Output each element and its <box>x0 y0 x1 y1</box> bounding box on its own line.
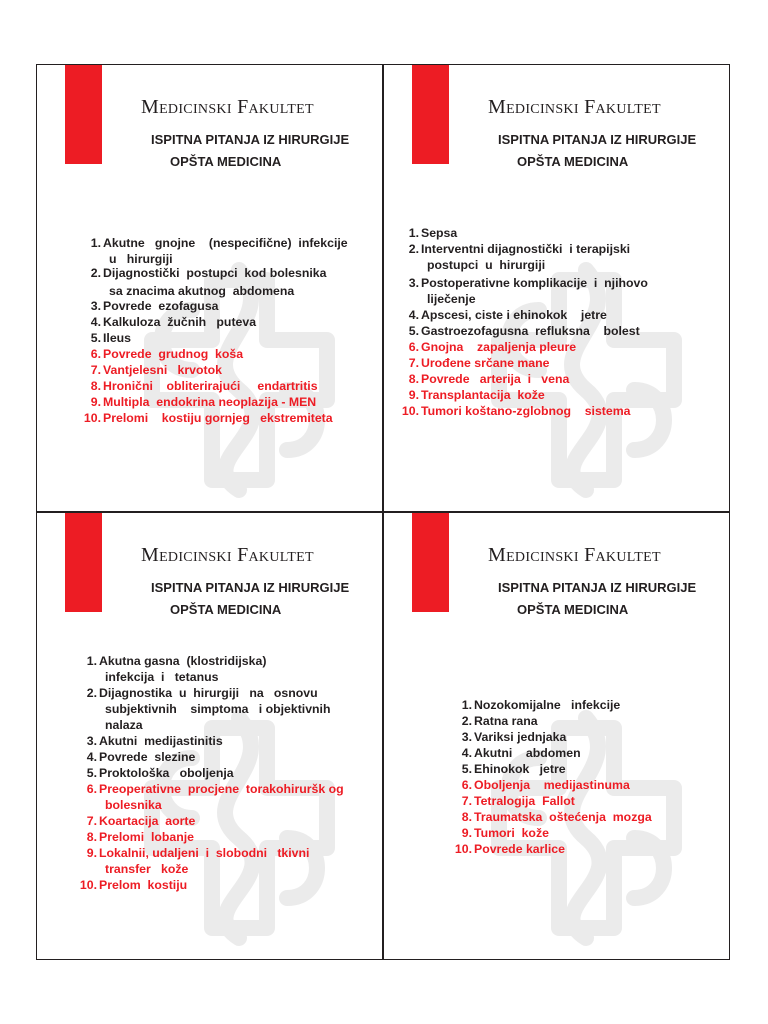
question-line <box>81 346 243 362</box>
question-number: 2. <box>90 266 101 280</box>
question-line <box>77 717 143 733</box>
question-number: 10. <box>401 404 419 418</box>
slide-2 <box>383 64 730 512</box>
question-text: subjektivnih simptoma i objektivnih <box>105 702 331 716</box>
question-line <box>81 394 316 410</box>
general-medicine-heading: OPŠTA MEDICINA <box>170 602 282 617</box>
question-number: 7. <box>90 363 101 377</box>
question-text: Interventni dijagnostički i terapijski <box>421 242 631 256</box>
question-text: Ratna rana <box>474 714 538 728</box>
question-text: Ehinokok jetre <box>474 762 566 776</box>
question-number: 1. <box>461 698 472 712</box>
question-line <box>81 283 294 299</box>
slide-3 <box>36 512 383 960</box>
question-line <box>452 793 575 809</box>
question-number: 10. <box>79 878 97 892</box>
question-number: 1. <box>408 226 419 240</box>
slide-1 <box>36 64 383 512</box>
question-number: 3. <box>461 730 472 744</box>
question-text: Povrede grudnog koša <box>103 347 244 361</box>
red-accent-bar <box>412 65 449 164</box>
exam-questions-heading: ISPITNA PITANJA IZ HIRURGIJE <box>151 132 350 147</box>
question-text: sa znacima akutnog abdomena <box>109 284 295 298</box>
question-line <box>77 829 194 845</box>
question-number: 4. <box>408 308 419 322</box>
question-text: Gastroezofagusna refluksna bolest <box>421 324 640 338</box>
question-text: liječenje <box>427 292 476 306</box>
question-line <box>77 813 195 829</box>
exam-questions-heading: ISPITNA PITANJA IZ HIRURGIJE <box>498 132 697 147</box>
question-text: Apscesi, ciste i ehinokok jetre <box>421 308 607 322</box>
question-number: 7. <box>461 794 472 808</box>
question-number: 4. <box>461 746 472 760</box>
question-text: transfer kože <box>105 862 189 876</box>
question-line <box>77 845 309 861</box>
question-text: Dijagnostički postupci kod bolesnika <box>103 266 327 280</box>
question-text: Ileus <box>103 331 132 345</box>
question-number: 9. <box>90 395 101 409</box>
faculty-title: Medicinski Fakultet <box>141 96 314 118</box>
general-medicine-heading: OPŠTA MEDICINA <box>517 154 629 169</box>
question-number: 5. <box>86 766 97 780</box>
question-line <box>77 701 330 717</box>
question-line <box>77 765 234 781</box>
question-text: Tumori koštano-zglobnog sistema <box>421 404 631 418</box>
question-line <box>452 745 581 761</box>
question-text: Povrede slezine <box>99 750 196 764</box>
question-line <box>77 797 162 813</box>
question-line <box>77 733 223 749</box>
question-text: Akutni medijastinitis <box>99 734 223 748</box>
exam-questions-heading: ISPITNA PITANJA IZ HIRURGIJE <box>498 580 697 595</box>
question-text: Preoperativne procjene torakohiruršk og <box>99 782 344 796</box>
question-number: 4. <box>86 750 97 764</box>
question-line <box>399 387 545 403</box>
question-line <box>399 275 648 291</box>
question-number: 6. <box>408 340 419 354</box>
handout-sheet <box>36 64 731 960</box>
question-number: 6. <box>90 347 101 361</box>
question-number: 10. <box>454 842 472 856</box>
question-text: Transplantacija kože <box>421 388 545 402</box>
question-number: 2. <box>408 242 419 256</box>
question-text: Urođene srčane mane <box>421 356 550 370</box>
question-line <box>399 339 576 355</box>
question-line <box>77 749 195 765</box>
question-text: Kalkuloza žučnih puteva <box>103 315 257 329</box>
question-text: infekcija i tetanus <box>105 670 219 684</box>
question-line <box>81 298 219 314</box>
faculty-title: Medicinski Fakultet <box>488 544 661 566</box>
question-number: 9. <box>461 826 472 840</box>
question-line <box>81 235 348 251</box>
question-number: 9. <box>408 388 419 402</box>
question-line <box>399 307 607 323</box>
question-line <box>77 781 344 797</box>
question-text: Povrede ezofagusa <box>103 299 219 313</box>
question-line <box>452 761 566 777</box>
question-line <box>452 841 565 857</box>
question-line <box>77 685 318 701</box>
question-number: 5. <box>408 324 419 338</box>
question-line <box>399 257 545 273</box>
question-line <box>399 371 569 387</box>
question-text: Povrede karlice <box>474 842 565 856</box>
question-number: 5. <box>461 762 472 776</box>
slide-4 <box>383 512 730 960</box>
question-number: 10. <box>83 411 101 425</box>
question-line <box>81 314 256 330</box>
question-line <box>81 330 131 346</box>
question-text: Prelomi kostiju gornjeg ekstremiteta <box>103 411 333 425</box>
question-number: 3. <box>408 276 419 290</box>
question-number: 8. <box>461 810 472 824</box>
question-line <box>81 378 318 394</box>
question-text: Gnojna zapaljenja pleure <box>421 340 577 354</box>
question-line <box>399 291 476 307</box>
question-line <box>81 265 326 281</box>
question-line <box>452 825 549 841</box>
faculty-title: Medicinski Fakultet <box>488 96 661 118</box>
question-line <box>399 355 550 371</box>
question-text: Tumori kože <box>474 826 549 840</box>
question-text: Vantjelesni krvotok <box>103 363 222 377</box>
question-line <box>399 241 630 257</box>
question-text: Multipla endokrina neoplazija - MEN <box>103 395 317 409</box>
question-line <box>452 729 566 745</box>
question-text: u hirurgiji <box>109 252 173 266</box>
question-number: 2. <box>86 686 97 700</box>
question-line <box>452 809 652 825</box>
question-line <box>399 323 640 339</box>
red-accent-bar <box>65 65 102 164</box>
question-text: Akutne gnojne (nespecifične) infekcije <box>103 236 348 250</box>
exam-questions-heading: ISPITNA PITANJA IZ HIRURGIJE <box>151 580 350 595</box>
question-number: 8. <box>408 372 419 386</box>
question-text: Hronični obliterirajući endartritis <box>103 379 318 393</box>
question-text: Lokalnii, udaljeni i slobodni tkivni <box>99 846 310 860</box>
question-text: postupci u hirurgiji <box>427 258 546 272</box>
question-text: Variksi jednjaka <box>474 730 567 744</box>
question-line <box>81 410 333 426</box>
question-text: Sepsa <box>421 226 458 240</box>
question-text: Dijagnostika u hirurgiji na osnovu <box>99 686 318 700</box>
question-text: Postoperativne komplikacije i njihovo <box>421 276 648 290</box>
question-text: Povrede arterija i vena <box>421 372 570 386</box>
question-number: 7. <box>86 814 97 828</box>
question-text: Tetralogija Fallot <box>474 794 575 808</box>
question-number: 3. <box>86 734 97 748</box>
question-number: 3. <box>90 299 101 313</box>
question-number: 2. <box>461 714 472 728</box>
question-text: Koartacija aorte <box>99 814 196 828</box>
question-number: 1. <box>86 654 97 668</box>
red-accent-bar <box>65 513 102 612</box>
question-number: 8. <box>90 379 101 393</box>
question-text: Akutna gasna (klostridijska) <box>99 654 267 668</box>
question-line <box>77 653 266 669</box>
question-text: Prelomi lobanje <box>99 830 194 844</box>
question-number: 9. <box>86 846 97 860</box>
question-text: Traumatska oštećenja mozga <box>474 810 652 824</box>
question-number: 4. <box>90 315 101 329</box>
question-number: 1. <box>90 236 101 250</box>
question-line <box>399 225 457 241</box>
question-number: 7. <box>408 356 419 370</box>
question-line <box>77 877 187 893</box>
question-text: Proktološka oboljenja <box>99 766 234 780</box>
question-line <box>77 669 218 685</box>
question-text: Prelom kostiju <box>99 878 188 892</box>
question-number: 5. <box>90 331 101 345</box>
question-number: 6. <box>461 778 472 792</box>
question-line <box>452 777 630 793</box>
general-medicine-heading: OPŠTA MEDICINA <box>170 154 282 169</box>
question-line <box>452 713 538 729</box>
question-number: 8. <box>86 830 97 844</box>
question-text: Oboljenja medijastinuma <box>474 778 630 792</box>
question-text: Nozokomijalne infekcije <box>474 698 621 712</box>
question-line <box>77 861 188 877</box>
red-accent-bar <box>412 513 449 612</box>
question-number: 6. <box>86 782 97 796</box>
question-line <box>81 362 222 378</box>
general-medicine-heading: OPŠTA MEDICINA <box>517 602 629 617</box>
faculty-title: Medicinski Fakultet <box>141 544 314 566</box>
question-text: nalaza <box>105 718 143 732</box>
question-text: Akutni abdomen <box>474 746 581 760</box>
question-text: bolesnika <box>105 798 162 812</box>
question-line <box>399 403 631 419</box>
question-line <box>452 697 620 713</box>
